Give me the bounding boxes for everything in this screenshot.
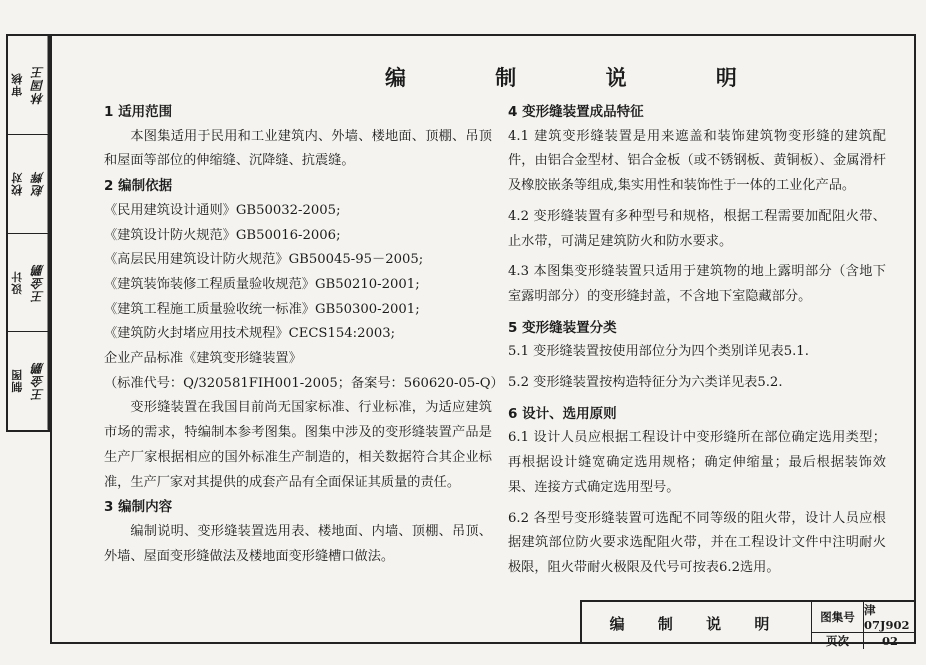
section-heading: 6 设计、选用原则 [508,405,617,422]
reference-line: （标准代号：Q/320581FIH001-2005；备案号：560620-05-Q） [104,375,504,391]
sidebar-name: 王金鹏 [28,234,49,332]
sidebar-name: 王金鹏 [28,332,49,430]
reference-line: 企业产品标准《建筑变形缝装置》 [104,351,302,367]
sidebar-name: 林国王 [28,36,49,134]
paragraph: 4.1 建筑变形缝装置是用来遮盖和装饰建筑物变形缝的建筑配件，由铝合金型材、铝合金板（或不锈钢板、黄铜板）、金属滑杆及橡胶嵌条等组成,集实用性和装饰性于一体的工业化产品。 [508,128,886,194]
paragraph: 本图集适用于民用和工业建筑内、外墙、楼地面、顶棚、吊顶和屋面等部位的伸缩缝、沉降缝、抗震缝。 [104,128,492,169]
reference-line: 《建筑防火封堵应用技术规程》CECS154:2003; [104,326,396,342]
reference-line: 《高层民用建筑设计防火规范》GB50045-95－2005; [104,252,424,268]
section-heading: 2 编制依据 [104,178,173,195]
paragraph: 5.1 变形缝装置按使用部位分为四个类别详见表5.1. [508,344,809,360]
signature-sidebar [6,34,50,432]
sidebar-role: 审核 [10,72,24,97]
paragraph: 变形缝装置在我国目前尚无国家标准、行业标准，为适应建筑市场的需求，特编制本参考图集。图集中涉及的变形缝装置产品是生产厂家根据相应的国外标准生产制造的，相关数据符合其企业标准，生产厂家对其提供的成套产品有全面保证其质量的责任。 [104,400,492,490]
page-number-value: 02 [881,634,898,648]
right-column [508,100,886,587]
page-title: 编 制 说 明 [385,65,778,90]
paragraph: 5.2 变形缝装置按构造特征分为六类详见表5.2. [508,375,783,391]
title-block-grid [812,602,916,648]
paragraph: 6.1 设计人员应根据工程设计中变形缝所在部位确定选用类型；再根据设计缝宽确定选用规格；确定伸缩量；最后根据装饰效果、连接方式确定选用型号。 [508,430,886,495]
section-heading: 5 变形缝装置分类 [508,319,617,336]
sidebar-role: 制图 [10,369,24,394]
page-number-label: 页次 [812,633,864,649]
reference-line: 《建筑装饰装修工程质量验收规范》GB50210-2001; [104,276,420,292]
sidebar-row [8,135,48,234]
section-heading: 4 变形缝装置成品特征 [508,104,644,120]
section-heading: 1 适用范围 [104,104,173,120]
reference-line: 《建筑设计防火规范》GB50016-2006; [104,227,341,243]
sidebar-role: 设计 [10,270,24,295]
sidebar-row [8,234,48,333]
sidebar-row [8,36,48,135]
reference-line: 《民用建筑设计通则》GB50032-2005; [104,202,341,218]
reference-line: 《建筑工程施工质量验收统一标准》GB50300-2001; [104,301,420,317]
atlas-number-label: 图集号 [812,602,864,633]
paragraph: 编制说明、变形缝装置选用表、楼地面、内墙、顶棚、吊顶、外墙、屋面变形缝做法及楼地面变形缝槽口做法。 [104,523,492,564]
title-block-title: 编 制 说 明 [582,602,812,644]
title-block [580,600,916,648]
sidebar-row [8,332,48,430]
section-heading: 3 编制内容 [104,499,173,516]
paragraph: 6.2 各型号变形缝装置可选配不同等级的阻火带，设计人员应根据建筑部位防火要求选配阻火带，并在工程设计文件中注明耐火极限，阻火带耐火极限及代号可按表6.2选用。 [508,510,886,575]
left-column [104,100,504,569]
sidebar-name: 赵辉 [28,135,49,233]
paragraph: 4.3 本图集变形缝装置只适用于建筑物的地上露明部分（含地下室露明部分）的变形缝封盖，不含地下室隐藏部分。 [508,264,886,304]
sidebar-role: 校对 [10,171,24,196]
atlas-number-value: 津07J902 [864,602,916,633]
paragraph: 4.2 变形缝装置有多种型号和规格，根据工程需要加配阻火带、止水带，可满足建筑防火和防水要求。 [508,208,886,249]
